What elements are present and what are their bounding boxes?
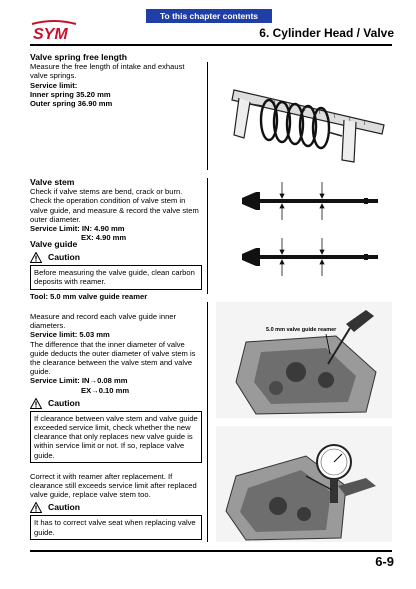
- logo-text: SYM: [33, 26, 68, 42]
- divider: [207, 302, 208, 542]
- section-heading: Valve stem: [30, 177, 75, 187]
- page-number: 6-9: [375, 554, 394, 569]
- body-text: Correct it with reamer after replacement. If clearance still exceeds service limit after replaced valve guide, replace valve stem too.: [30, 471, 197, 500]
- body-text: Measure and record each valve guide inner diameters.: [30, 312, 177, 331]
- chapter-contents-link[interactable]: To this chapter contents: [146, 9, 272, 23]
- caution-label: Caution: [48, 252, 80, 263]
- header-rule: [30, 44, 392, 46]
- valve-stem-figure: [214, 178, 394, 294]
- stem-limit-in: Service Limit: IN: 4.90 mm: [30, 224, 125, 234]
- inner-spring-limit: Inner spring 35.20 mm: [30, 89, 111, 99]
- warning-icon: [30, 398, 42, 409]
- body-text: The difference that the inner diameter of valve guide deducts the outer diameter of valve stem is the clearance between the valve stem and valve guide.: [30, 339, 196, 377]
- caution-box: It has to correct valve seat when replacing valve guide.: [30, 515, 202, 539]
- warning-icon: [30, 502, 42, 513]
- caution-heading: [30, 398, 202, 409]
- divider: [207, 178, 208, 294]
- tool-note: Tool: 5.0 mm valve guide reamer: [30, 291, 148, 301]
- caution-heading: [30, 502, 202, 513]
- spring-section: [30, 53, 202, 108]
- footer-rule: [30, 550, 392, 552]
- reamer-label: 5.0 mm valve guide reamer: [266, 327, 337, 333]
- guide-service-limit: Service limit: 5.03 mm: [30, 330, 110, 340]
- caution-label: Caution: [48, 502, 80, 513]
- service-limit-label: Service limit:: [30, 80, 78, 90]
- body-text: Check if valve stems are bend, crack or burn. Check the operation condition of valve stem in valve guide, and measure & record the valve stem outer diameter.: [30, 187, 199, 224]
- clearance-limit-ex: EX→0.10 mm: [81, 385, 130, 395]
- divider: [207, 62, 208, 170]
- caution-box: Before measuring the valve guide, clean carbon deposits with reamer.: [30, 265, 202, 289]
- stem-section: [30, 178, 202, 242]
- caution-box: If clearance between valve stem and valve guide exceeded service limit, check whether the new clearance that only replaces new valve guide is within service limit or not. If so, replace valve guide.: [30, 411, 202, 463]
- guide-measure-section: [30, 312, 202, 540]
- section-heading: Valve guide: [30, 239, 78, 249]
- sym-logo: [30, 20, 78, 42]
- chapter-title: 6. Cylinder Head / Valve: [259, 26, 394, 40]
- warning-icon: [30, 252, 42, 263]
- outer-spring-limit: Outer spring 36.90 mm: [30, 99, 113, 109]
- caution-label: Caution: [48, 397, 80, 408]
- body-text: Measure the free length of intake and exhaust valve springs.: [30, 62, 185, 81]
- stem-limit-ex: EX: 4.90 mm: [81, 233, 127, 243]
- spring-caliper-figure: [214, 60, 394, 170]
- dial-gauge-photo: [216, 426, 392, 542]
- clearance-limit-in: Service Limit: IN→0.08 mm: [30, 376, 128, 386]
- guide-section: [30, 240, 202, 301]
- reamer-photo: [216, 302, 392, 418]
- caution-heading: [30, 252, 202, 263]
- section-heading: Valve spring free length: [30, 52, 127, 62]
